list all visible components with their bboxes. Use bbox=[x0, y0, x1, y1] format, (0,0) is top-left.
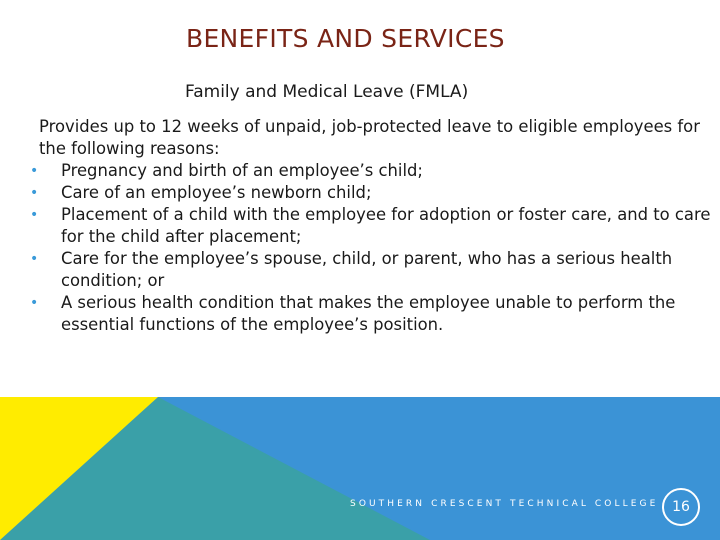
slide-body bbox=[12, 116, 712, 336]
page-number: 16 bbox=[672, 499, 690, 515]
decorative-bottom-band bbox=[0, 397, 720, 540]
list-item bbox=[12, 292, 712, 336]
slide-title: BENEFITS AND SERVICES bbox=[186, 24, 505, 53]
list-item-text: Care of an employee’s newborn child; bbox=[61, 183, 372, 202]
footer-organization: SOUTHERN CRESCENT TECHNICAL COLLEGE bbox=[350, 499, 659, 509]
bullet-icon: • bbox=[30, 207, 39, 223]
list-item bbox=[12, 182, 712, 204]
list-item bbox=[12, 160, 712, 182]
list-item bbox=[12, 204, 712, 248]
bullet-icon: • bbox=[30, 295, 39, 311]
slide-subtitle: Family and Medical Leave (FMLA) bbox=[185, 82, 469, 102]
list-item-text: A serious health condition that makes the employee unable to perform the essential functions of the employee’s position. bbox=[61, 293, 676, 334]
bullet-icon: • bbox=[30, 163, 39, 179]
list-item-text: Placement of a child with the employee for adoption or foster care, and to care for the child after placement; bbox=[61, 205, 711, 246]
list-item bbox=[12, 248, 712, 292]
list-item-text: Care for the employee’s spouse, child, or parent, who has a serious health condition; or bbox=[61, 249, 673, 290]
intro-paragraph: Provides up to 12 weeks of unpaid, job-protected leave to eligible employees for the following reasons: bbox=[39, 117, 700, 158]
reasons-list bbox=[12, 160, 712, 336]
list-item-text: Pregnancy and birth of an employee’s child; bbox=[61, 161, 423, 180]
bullet-icon: • bbox=[30, 185, 39, 201]
bullet-icon: • bbox=[30, 251, 39, 267]
